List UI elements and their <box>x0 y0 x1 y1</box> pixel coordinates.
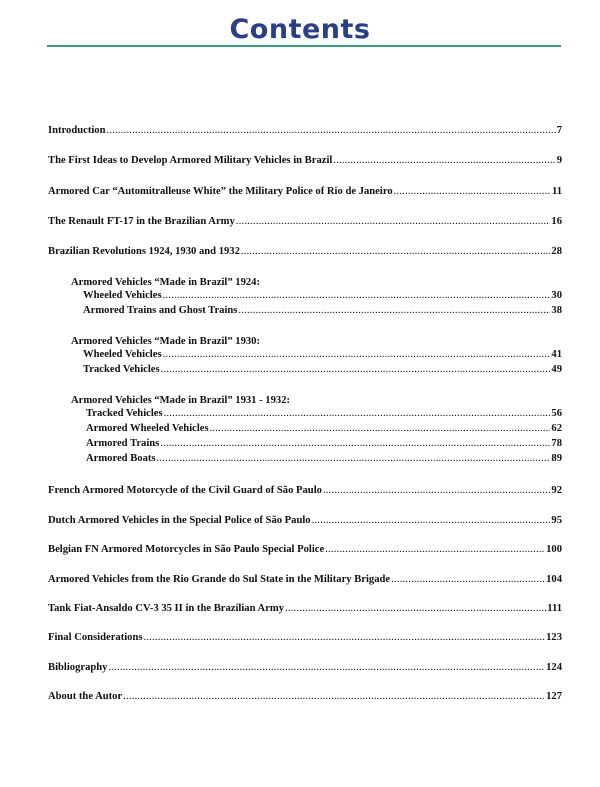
dot-leader <box>161 363 551 376</box>
toc-entry-label: Tracked Vehicles <box>86 408 163 419</box>
toc-entry-label: Introduction <box>48 125 106 136</box>
toc-entry-label: Tank Fiat-Ansaldo CV-3 35 II in the Brazilian Army <box>48 603 285 614</box>
toc-entry-label: About the Autor <box>48 691 123 702</box>
toc-entry-label: Tracked Vehicles <box>83 364 160 375</box>
toc-entry-label: The Renault FT-17 in the Brazilian Army <box>48 216 235 227</box>
dot-leader <box>236 215 551 228</box>
toc-entry-label: The First Ideas to Develop Armored Military Vehicles in Brazil <box>48 155 333 166</box>
dot-leader <box>143 631 545 644</box>
toc-entry-armored-car-white[interactable] <box>48 185 562 198</box>
toc-entry-page: 56 <box>551 408 562 419</box>
toc-entry-page: 124 <box>546 662 562 673</box>
dot-leader <box>163 348 551 361</box>
dot-leader <box>394 185 551 198</box>
toc-entry-fiat-ansaldo[interactable] <box>48 602 562 615</box>
toc-entry-label: Dutch Armored Vehicles in the Special Police of São Paulo <box>48 515 311 526</box>
toc-entry-bibliography[interactable] <box>48 661 562 674</box>
dot-leader <box>210 422 551 435</box>
dot-leader <box>333 154 555 167</box>
toc-group-label: Armored Vehicles “Made in Brazil” 1924: <box>71 277 261 288</box>
dot-leader <box>164 407 551 420</box>
toc-entry-armored-trains[interactable] <box>86 437 562 450</box>
toc-entry-page: 78 <box>551 438 562 449</box>
toc-entry-page: 30 <box>551 290 562 301</box>
toc-entry-page: 62 <box>551 423 562 434</box>
toc-entry-label: Brazilian Revolutions 1924, 1930 and 1932 <box>48 246 240 257</box>
toc-entry-armored-wheeled-vehicles[interactable] <box>86 422 562 435</box>
toc-entry-rio-grande[interactable] <box>48 573 562 586</box>
toc-entry-wheeled-vehicles-1924[interactable] <box>83 289 562 302</box>
toc-group-label: Armored Vehicles “Made in Brazil” 1930: <box>71 336 261 347</box>
toc-entry-label: Final Considerations <box>48 632 143 643</box>
toc-entry-page: 127 <box>546 691 562 702</box>
dot-leader <box>238 304 550 317</box>
toc-entry-introduction[interactable] <box>48 124 562 137</box>
toc-entry-tracked-vehicles-1930[interactable] <box>83 363 562 376</box>
toc-entry-label: Wheeled Vehicles <box>83 349 162 360</box>
dot-leader <box>241 245 551 258</box>
toc-entry-page: 104 <box>546 574 562 585</box>
toc-entry-page: 100 <box>546 544 562 555</box>
toc-entry-wheeled-vehicles-1930[interactable] <box>83 348 562 361</box>
toc-entry-armored-boats[interactable] <box>86 452 562 465</box>
dot-leader <box>163 289 551 302</box>
toc-entry-final-considerations[interactable] <box>48 631 562 644</box>
dot-leader <box>157 452 551 465</box>
toc-entry-page: 9 <box>556 155 562 166</box>
dot-leader <box>160 437 550 450</box>
dot-leader <box>391 573 545 586</box>
dot-leader <box>107 124 556 137</box>
toc-entry-label: Armored Vehicles from the Rio Grande do Sul State in the Military Brigade <box>48 574 391 585</box>
toc-entry-page: 49 <box>551 364 562 375</box>
toc-entry-page: 38 <box>551 305 562 316</box>
toc-group-1930 <box>71 335 260 348</box>
toc-entry-page: 16 <box>551 216 562 227</box>
dot-leader <box>123 690 545 703</box>
toc-entry-label: Wheeled Vehicles <box>83 290 162 301</box>
dot-leader <box>285 602 546 615</box>
toc-entry-page: 28 <box>551 246 562 257</box>
toc-entry-label: Armored Wheeled Vehicles <box>86 423 209 434</box>
toc-entry-belgian-fn[interactable] <box>48 543 562 556</box>
toc-entry-label: Armored Car “Automitralleuse White” the Military Police of Rio de Janeiro <box>48 186 393 197</box>
toc-entry-page: 7 <box>556 125 562 136</box>
toc-entry-page: 89 <box>551 453 562 464</box>
toc-entry-page: 11 <box>551 186 562 197</box>
toc-entry-armored-trains-ghost[interactable] <box>83 304 562 317</box>
toc-entry-dutch-vehicles[interactable] <box>48 514 562 527</box>
toc-entry-first-ideas[interactable] <box>48 154 562 167</box>
toc-entry-page: 41 <box>551 349 562 360</box>
toc-entry-french-motorcycle[interactable] <box>48 484 562 497</box>
dot-leader <box>325 543 545 556</box>
toc-entry-label: Armored Trains <box>86 438 160 449</box>
dot-leader <box>312 514 551 527</box>
toc-entry-brazilian-revolutions[interactable] <box>48 245 562 258</box>
toc-entry-label: French Armored Motorcycle of the Civil Guard of São Paulo <box>48 485 322 496</box>
title-divider <box>47 45 561 47</box>
toc-group-label: Armored Vehicles “Made in Brazil” 1931 - 1932: <box>71 395 291 406</box>
toc-entry-label: Belgian FN Armored Motorcycles in São Paulo Special Police <box>48 544 325 555</box>
toc-entry-page: 95 <box>551 515 562 526</box>
toc-entry-tracked-vehicles-1932[interactable] <box>86 407 562 420</box>
toc-entry-about-the-autor[interactable] <box>48 690 562 703</box>
toc-entry-page: 123 <box>546 632 562 643</box>
toc-entry-page: 111 <box>547 603 562 614</box>
dot-leader <box>323 484 550 497</box>
toc-entry-label: Armored Trains and Ghost Trains <box>83 305 238 316</box>
page-title: Contents <box>229 14 371 45</box>
toc-entry-renault-ft17[interactable] <box>48 215 562 228</box>
toc-group-1924 <box>71 276 260 289</box>
toc-entry-label: Bibliography <box>48 662 108 673</box>
toc-group-1931-1932 <box>71 394 290 407</box>
toc-entry-page: 92 <box>551 485 562 496</box>
toc-entry-label: Armored Boats <box>86 453 156 464</box>
dot-leader <box>108 661 545 674</box>
